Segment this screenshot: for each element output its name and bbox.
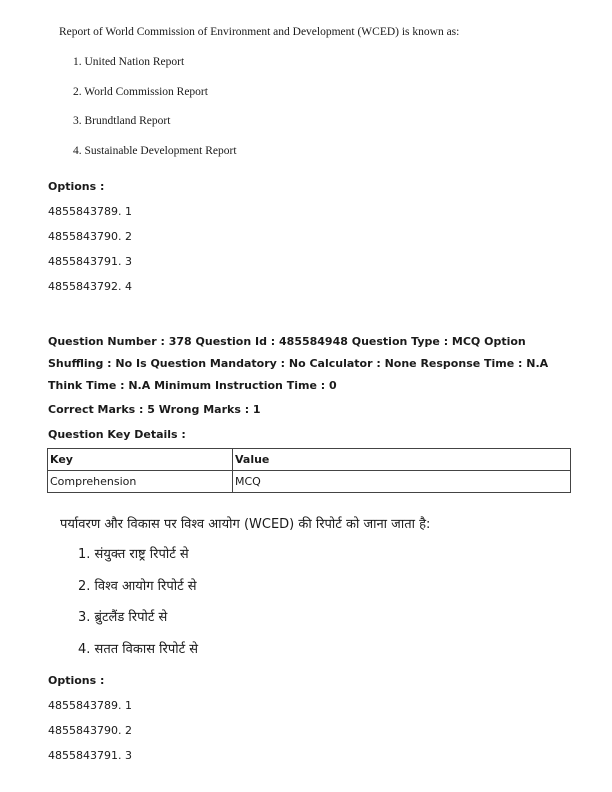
option-id-item: 4855843789. 1 — [48, 699, 132, 712]
table-header-row — [48, 449, 571, 471]
hindi-question-stem: पर्यावरण और विकास पर विश्व आयोग (WCED) की रिपोर्ट को जाना जाता है: — [60, 517, 431, 532]
question-option: 2. World Commission Report — [73, 85, 208, 98]
question-options — [73, 56, 237, 174]
option-id-item: 4855843791. 3 — [48, 255, 132, 268]
marks-line: Correct Marks : 5 Wrong Marks : 1 — [48, 403, 261, 416]
key-details-heading: Question Key Details : — [48, 428, 186, 441]
table-cell: MCQ — [233, 471, 571, 493]
hindi-question-option: 3. ब्रुंटलैंड रिपोर्ट से — [78, 610, 168, 625]
table-row — [48, 471, 571, 493]
option-id-item: 4855843790. 2 — [48, 724, 132, 737]
options-heading: Options : — [48, 180, 105, 193]
table-header-key: Key — [48, 449, 233, 471]
option-id-item: 4855843791. 3 — [48, 749, 132, 762]
hindi-question-option: 1. संयुक्त राष्ट्र रिपोर्ट से — [78, 547, 189, 562]
table-cell: Comprehension — [48, 471, 233, 493]
question-option: 1. United Nation Report — [73, 56, 185, 68]
hindi-question-options — [78, 544, 198, 670]
hindi-question-option: 4. सतत विकास रिपोर्ट से — [78, 641, 199, 657]
option-id-item: 4855843790. 2 — [48, 230, 132, 243]
option-id-item: 4855843792. 4 — [48, 280, 132, 293]
options-id-list — [48, 205, 132, 305]
key-details-table — [47, 448, 571, 493]
options-id-list — [48, 699, 132, 774]
hindi-question-option: 2. विश्व आयोग रिपोर्ट से — [78, 578, 197, 594]
option-id-item: 4855843789. 1 — [48, 205, 132, 218]
table-header-value: Value — [233, 449, 571, 471]
question-option: 4. Sustainable Development Report — [73, 144, 237, 157]
options-heading: Options : — [48, 674, 105, 687]
question-stem: Report of World Commission of Environment and Development (WCED) is known as: — [59, 26, 460, 38]
question-meta: Question Number : 378 Question Id : 485584948 Question Type : MCQ Option Shuffling : No Is Question Mandatory : No Calculator : None Response Time : N.A Think Time : N.A Minimum Instruction Time : 0 — [48, 335, 549, 392]
question-option: 3. Brundtland Report — [73, 115, 171, 127]
